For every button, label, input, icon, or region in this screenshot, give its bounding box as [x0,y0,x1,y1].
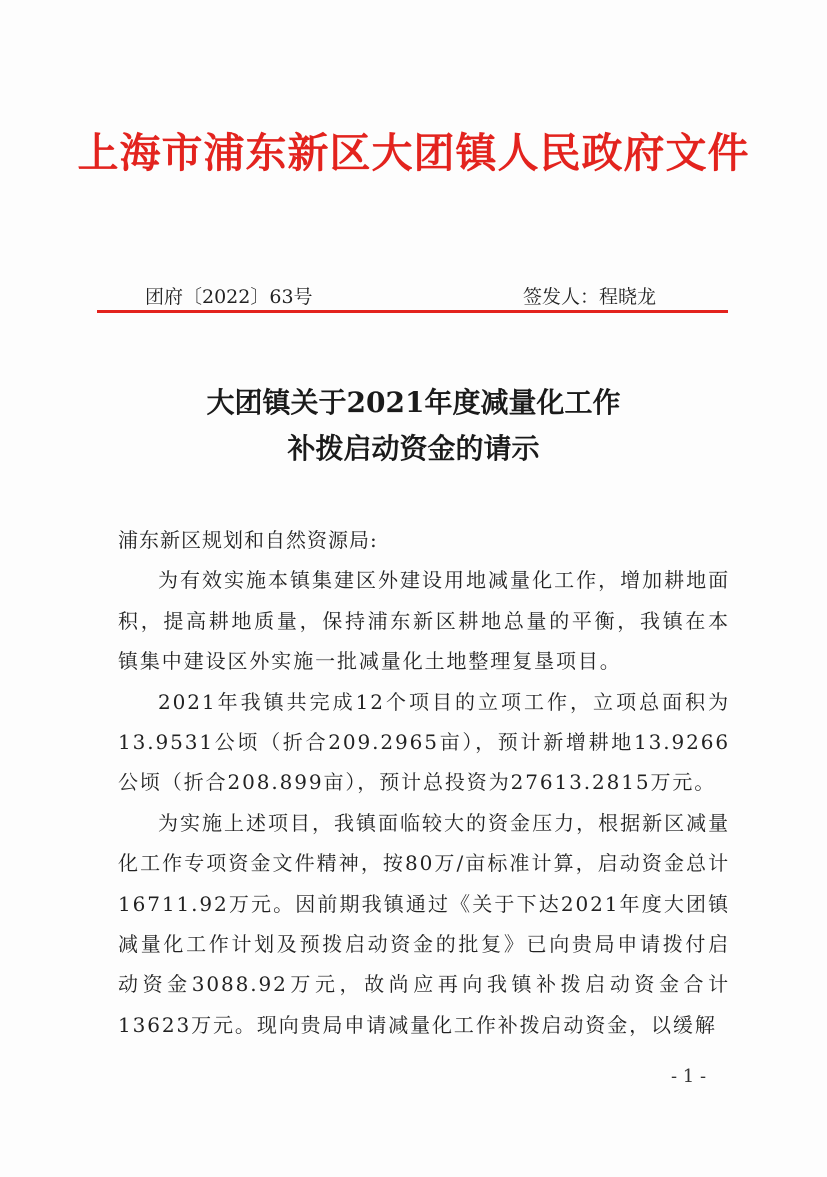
body-paragraph: 2021年我镇共完成12个项目的立项工作，立项总面积为13.9531公顷（折合209.2965亩），预计新增耕地13.9266公顷（折合208.899亩），预计总投资为27613.2815万元。 [118,689,730,795]
agency-header-title: 上海市浦东新区大团镇人民政府文件 [77,129,750,177]
signer: 签发人：程晓龙 [523,286,657,308]
title-line-2: 补拨启动资金的请示 [287,432,540,465]
title-line-1: 大团镇关于2021年度减量化工作 [206,386,621,419]
body-paragraph: 为有效实施本镇集建区外建设用地减量化工作，增加耕地面积，提高耕地质量，保持浦东新区耕地总量的平衡，我镇在本镇集中建设区外实施一批减量化土地整理复垦项目。 [118,568,730,674]
page-number: - 1 - [671,1066,707,1087]
document-meta-row [145,282,705,312]
body-paragraph: 为实施上述项目，我镇面临较大的资金压力，根据新区减量化工作专项资金文件精神，按80万/亩标准计算，启动资金总计16711.92万元。因前期我镇通过《关于下达2021年度大团镇减量化工作计划及预拨启动资金的批复》已向贵局申请拨付启动资金3088.92万元，故尚应再向我镇补拨启动资金合计13623万元。现向贵局申请减量化工作补拨启动资金，以缓解 [118,810,730,1037]
document-number: 团府〔2022〕63号 [145,286,313,308]
document-title [0,380,827,472]
red-divider-line [97,310,728,313]
addressee: 浦东新区规划和自然资源局: [118,528,378,552]
document-body [118,520,730,1045]
